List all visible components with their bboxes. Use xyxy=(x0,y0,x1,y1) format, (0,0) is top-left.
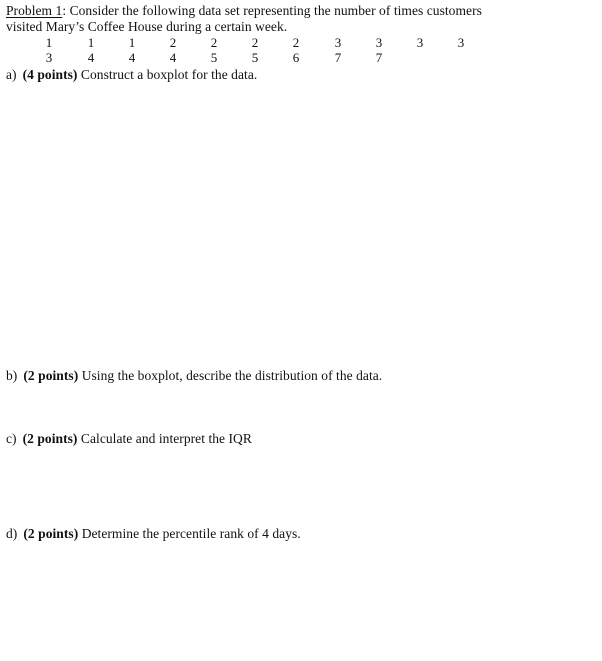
data-value: 3 xyxy=(45,50,53,65)
data-value: 3 xyxy=(457,35,465,50)
question-a xyxy=(6,67,257,83)
question-b xyxy=(6,368,382,384)
data-value: 2 xyxy=(251,35,259,50)
question-b-text: Using the boxplot, describe the distribution of the data. xyxy=(81,368,383,383)
question-d-letter: d) xyxy=(6,526,18,541)
data-value: 2 xyxy=(169,35,177,50)
question-c-points: (2 points) xyxy=(22,431,78,446)
problem-heading-colon: : xyxy=(62,3,67,18)
problem-intro-text-1: Consider the following data set representing the number of times customers xyxy=(69,3,482,18)
problem-intro-line-2: visited Mary’s Coffee House during a certain week. xyxy=(6,19,288,34)
data-value: 7 xyxy=(375,50,383,65)
question-d-points: (2 points) xyxy=(23,526,79,541)
question-d xyxy=(6,526,301,542)
data-value: 1 xyxy=(87,35,95,50)
data-value: 4 xyxy=(128,50,136,65)
data-value: 7 xyxy=(334,50,342,65)
question-c-letter: c) xyxy=(6,431,17,446)
data-value: 4 xyxy=(169,50,177,65)
data-value: 1 xyxy=(45,35,53,50)
data-value: 1 xyxy=(128,35,136,50)
data-value: 3 xyxy=(375,35,383,50)
data-value: 2 xyxy=(292,35,300,50)
data-value: 3 xyxy=(416,35,424,50)
data-value: 5 xyxy=(210,50,218,65)
question-b-points: (2 points) xyxy=(23,368,79,383)
question-b-letter: b) xyxy=(6,368,18,383)
question-c-text: Calculate and interpret the IQR xyxy=(80,431,252,446)
question-c xyxy=(6,431,252,447)
question-a-letter: a) xyxy=(6,67,17,82)
data-value: 6 xyxy=(292,50,300,65)
question-d-text: Determine the percentile rank of 4 days. xyxy=(81,526,301,541)
problem-intro-line-1 xyxy=(6,3,482,19)
question-a-points: (4 points) xyxy=(22,67,78,82)
data-value: 4 xyxy=(87,50,95,65)
problem-heading: Problem 1 xyxy=(6,3,63,18)
question-a-text: Construct a boxplot for the data. xyxy=(80,67,258,82)
data-value: 5 xyxy=(251,50,259,65)
data-value: 3 xyxy=(334,35,342,50)
data-value: 2 xyxy=(210,35,218,50)
